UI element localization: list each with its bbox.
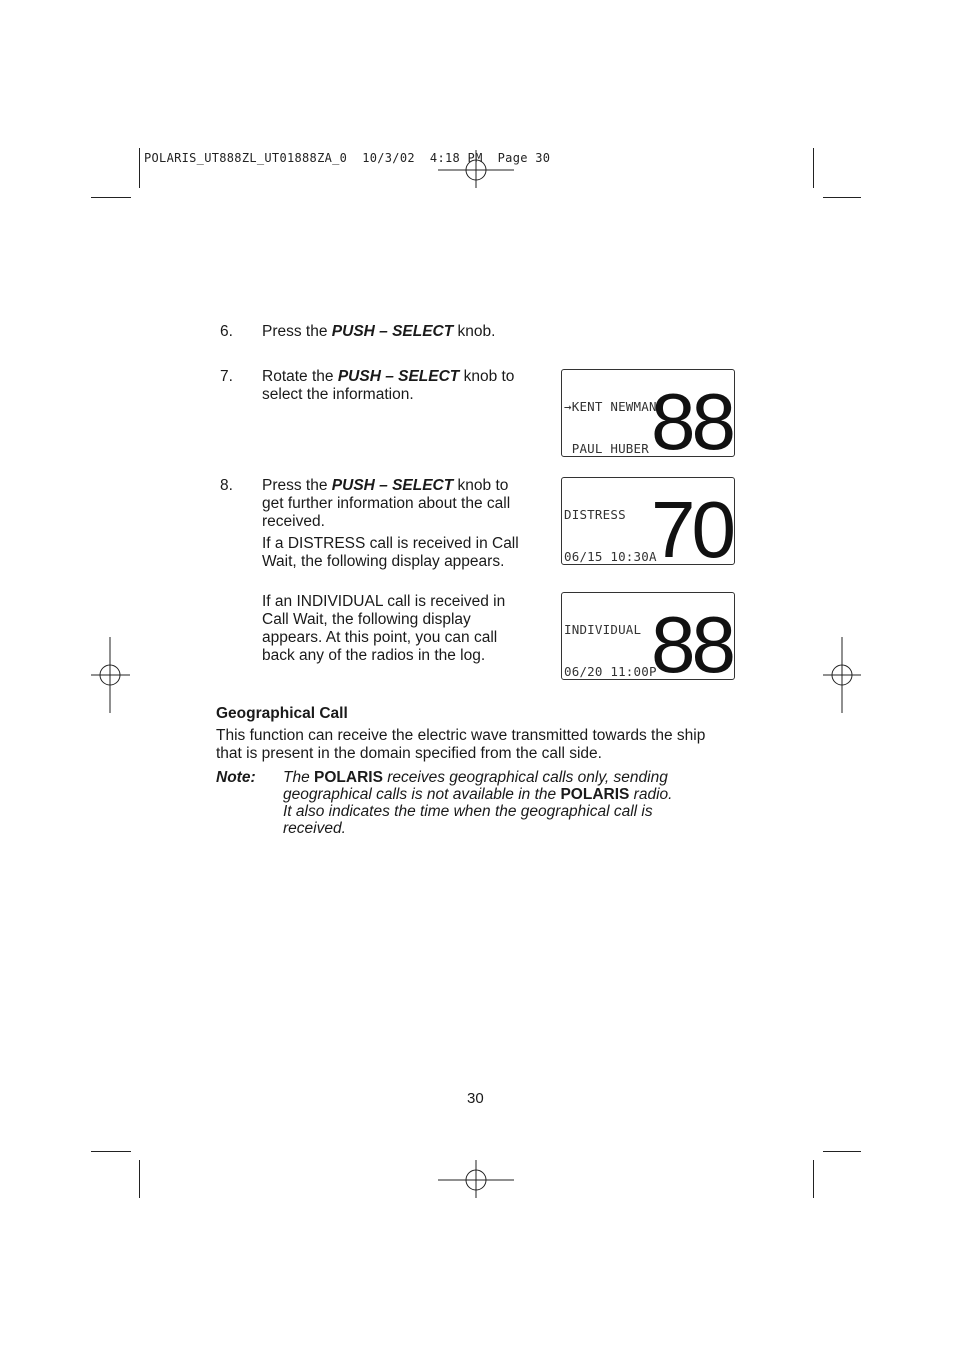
geo-description: This function can receive the electric wave transmitted towards the ship that is present in the domain specified from the call side. [216, 727, 706, 762]
display-text: DISTRESS 06/15 10:30A [564, 507, 657, 565]
individual-call-paragraph: If an INDIVIDUAL call is received in Call Wait, the following display appears. At this point, you can call back any of the radios in the log. [262, 593, 506, 664]
text-run: Rotate the [262, 368, 338, 385]
print-slug: POLARIS_UT888ZL_UT01888ZA_0 10/3/02 4:18 PM Page 30 [144, 151, 551, 165]
step-number: 7. [220, 368, 233, 385]
step-6-text [262, 323, 495, 341]
channel-number: 88 [651, 600, 732, 680]
text-run: Press the [262, 477, 332, 494]
knob-name: PUSH – SELECT [337, 368, 460, 385]
section-title: Geographical Call [216, 705, 348, 722]
text-run: knob to [459, 368, 515, 385]
text-run: knob to [453, 477, 509, 494]
radio-display-distress [561, 477, 735, 565]
display-text: INDIVIDUAL 06/20 11:00P [564, 622, 657, 680]
note-text: The POLARIS receives geographical calls only, sending geographical calls is not available in the POLARIS radio. It also indicates the time when the geographical call is received. [283, 769, 673, 837]
display-text: →KENT NEWMAN PAUL HUBER [564, 399, 657, 457]
page-number: 30 [467, 1090, 484, 1107]
knob-name: PUSH – SELECT [331, 323, 454, 340]
knob-name: PUSH – SELECT [331, 477, 454, 494]
step-number: 8. [220, 477, 233, 494]
channel-number: 88 [651, 377, 732, 457]
note-label: Note: [216, 769, 256, 786]
text-run: Press the [262, 323, 332, 340]
step-number: 6. [220, 323, 233, 340]
radio-display-individual [561, 592, 735, 680]
channel-number: 70 [651, 485, 732, 565]
step-7-text: Rotate the PUSH – SELECT knob to select the information. [262, 368, 515, 403]
radio-display-call-log [561, 369, 735, 457]
text-run: knob. [453, 323, 496, 340]
step-8-text: Press the PUSH – SELECT knob to get further information about the call received. If a DISTRESS call is received in Call Wait, the following display appears. [262, 477, 519, 570]
